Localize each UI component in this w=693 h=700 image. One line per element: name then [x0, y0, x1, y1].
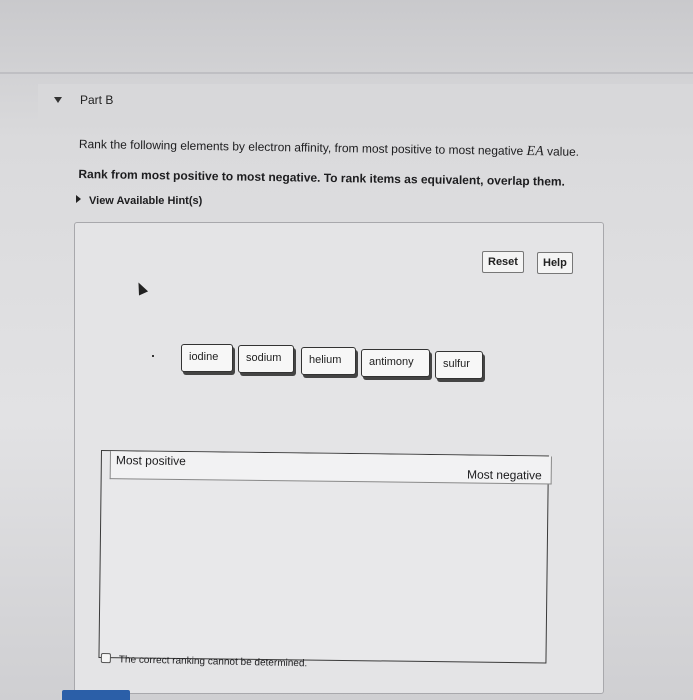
expand-triangle-icon	[76, 195, 81, 203]
prompt-line-2: Rank from most positive to most negative. To rank items as equivalent, overlap them.	[78, 166, 566, 189]
most-negative-label: Most negative	[466, 467, 542, 483]
prompt-text-a: Rank the following elements by electron affinity, from most positive to most negative	[78, 137, 527, 159]
ea-symbol: EA	[526, 144, 544, 160]
draggable-item-iodine[interactable]: iodine	[181, 344, 233, 372]
draggable-item-helium[interactable]: helium	[301, 347, 356, 375]
prompt-line-1	[79, 137, 659, 162]
collapse-caret-icon[interactable]	[54, 97, 62, 103]
part-header[interactable]	[38, 84, 693, 120]
most-positive-label: Most positive	[115, 453, 186, 469]
divider-dot	[152, 355, 154, 357]
undetermined-label: The correct ranking cannot be determined.	[118, 654, 308, 670]
hint-label: View Available Hint(s)	[89, 195, 203, 207]
undetermined-checkbox[interactable]	[101, 653, 111, 663]
draggable-item-sodium[interactable]: sodium	[238, 345, 294, 373]
reset-button[interactable]: Reset	[482, 251, 524, 273]
top-divider	[0, 72, 693, 74]
help-button[interactable]: Help	[537, 252, 573, 274]
ranking-drop-zone[interactable]	[98, 450, 549, 663]
part-title: Part B	[80, 93, 114, 107]
question-prompt	[78, 137, 659, 190]
prompt-text-b: value.	[543, 144, 580, 159]
view-hints-link[interactable]	[76, 195, 202, 207]
draggable-item-sulfur[interactable]: sulfur	[435, 351, 483, 379]
draggable-item-antimony[interactable]: antimony	[361, 349, 430, 377]
submit-button[interactable]	[62, 690, 130, 700]
